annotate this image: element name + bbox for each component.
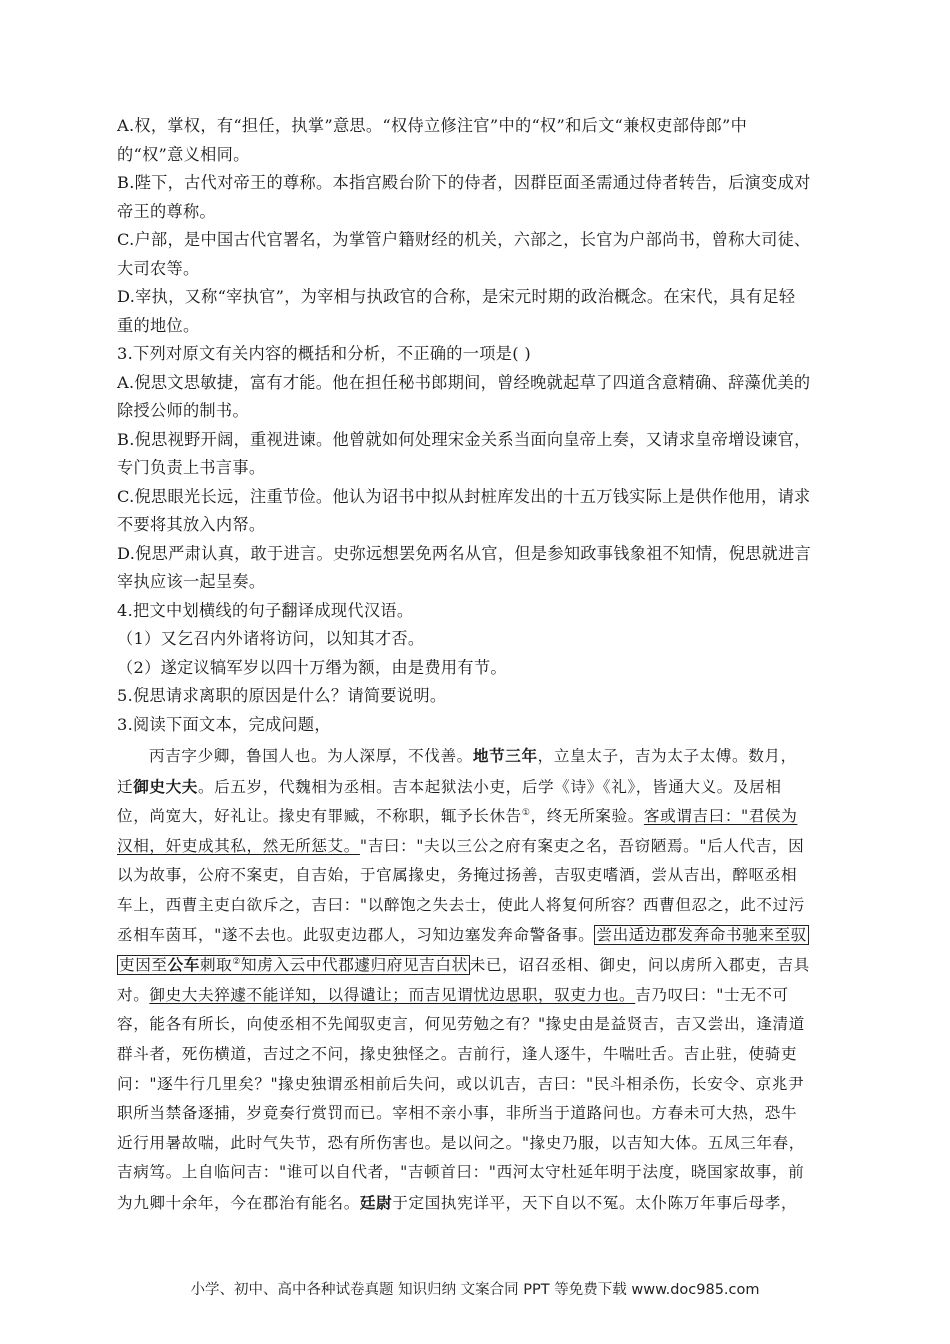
passage-line: 吉病笃。上自临问吉："谁可以自代者，"吉顿首曰："西河太守杜延年明于法度，晓国家故事，前 xyxy=(117,1163,805,1182)
passage-text: ，立皇太子，吉为太子太傅。数月， xyxy=(537,747,797,765)
q3-option-a-line-2: 除授公师的制书。 xyxy=(117,401,249,420)
passage-text: "吉曰："夫以三公之府有案吏之名，吾窃陋焉。"后人代吉，因 xyxy=(359,836,805,855)
option-d-line-1: D.宰执，又称“宰执官”，为宰相与执政官的合称，是宋元时期的政治概念。在宋代，具有足轻 xyxy=(117,287,796,306)
option-list xyxy=(117,112,833,340)
passage-text: 于定国执宪详平，天下自以不冤。太仆陈万年事后母孝， xyxy=(392,1193,798,1212)
question-3 xyxy=(117,340,833,597)
q3-option-d-line-1: D.倪思严肃认真，敢于进言。史弥远想罢免两名从官，但是参知政事钱象祖不知情，倪思就进言 xyxy=(117,543,812,563)
question-4-sentence-1: （1）又乞召内外诸将访问，以知其才否。 xyxy=(117,629,425,648)
option-c-line-2: 大司农等。 xyxy=(117,258,200,278)
question-4 xyxy=(117,597,833,683)
boxed-sentence xyxy=(117,955,470,975)
q3-option-b-line-1: B.倪思视野开阔，重视进谏。他曾就如何处理宋金关系当面向皇帝上奏，又请求皇帝增设谏官， xyxy=(117,429,811,449)
bold-term: 廷尉 xyxy=(359,1192,393,1212)
reading-instruction: 3.阅读下面文本，完成问题， xyxy=(117,714,331,734)
passage-line xyxy=(117,741,833,772)
underlined-sentence: 御史大夫猝遽不能详知，以得谴让；而吉见谓忧边思职，驭吏力也。 xyxy=(149,985,636,1004)
underlined-sentence: 客或谓吉曰："君侯为 xyxy=(643,807,798,826)
passage-line: 以为故事，公府不案吏，自吉始，于官属掾史，务掩过扬善，吉驭吏嗜酒，尝从吉出，醉呕丞相 xyxy=(117,866,798,885)
question-4-stem: 4.把文中划横线的句子翻译成现代汉语。 xyxy=(117,600,414,620)
bold-term: 御史大夫 xyxy=(133,776,198,796)
bold-term: 地节三年 xyxy=(472,746,538,765)
passage-text: 为九卿十余年，今在郡治有能名。 xyxy=(117,1193,360,1212)
passage-text: 丙吉字少卿，鲁国人也。为人深厚，不伐善。 xyxy=(149,747,473,765)
passage-line xyxy=(117,921,833,951)
passage-text: 位，尚宽大，好礼让。掾史有罪臧，不称职，辄予长休告 xyxy=(117,807,522,826)
passage-line: 问："逐牛行几里矣？"掾史独谓丞相前后失问，或以讥吉，吉曰："民斗相杀伤，长安令、京兆尹 xyxy=(117,1074,805,1093)
question-5: 5.倪思请求离职的原因是什么？请简要说明。 xyxy=(117,686,447,705)
passage-text: 。后五岁，代魏相为丞相。吉本起狱法小吏，后学《诗》《礼》，皆通大义。及居相 xyxy=(197,777,782,796)
question-4-sentence-2: （2）遂定议犒军岁以四十万缗为额，由是费用有节。 xyxy=(117,657,507,677)
passage-line: 群斗者，死伤横道，吉过之不问，掾史独怪之。吉前行，逢人逐牛，牛喘吐舌。吉止驻，使骑吏 xyxy=(117,1044,798,1063)
footnote-marker: ① xyxy=(521,808,531,818)
q3-option-b-line-2: 专门负责上书言事。 xyxy=(117,458,266,477)
q3-option-c-line-2: 不要将其放入内帑。 xyxy=(117,515,266,534)
passage-line: 近行用暑故喘，此时气失节，恐有所伤害也。是以问之。"掾史乃服，以吉知大体。五凤三年春， xyxy=(117,1133,805,1152)
passage-line xyxy=(117,1188,833,1219)
bold-term: 公车 xyxy=(167,955,200,975)
option-c-line-1: C.户部，是中国古代官署名，为掌管户籍财经的机关，六部之，长官为户部尚书，曾称大司徒、 xyxy=(117,230,811,249)
q3-option-d-line-2: 宰执应该一起呈奏。 xyxy=(117,572,266,591)
document-body xyxy=(117,112,833,1219)
page-footer: 小学、初中、高中各种试卷真题 知识归纳 文案合同 PPT 等免费下载 www.doc985.com xyxy=(190,1282,760,1298)
passage-line: 车上，西曹主吏白欲斥之，吉曰："以醉饱之失去士，使此人将复何所容？西曹但忍之，此不过污 xyxy=(117,895,805,914)
underlined-sentence: 汉相，奸吏成其私，然无所惩艾。 xyxy=(117,836,360,855)
passage-text: 吉乃叹曰："士无不可 xyxy=(635,985,789,1004)
option-d-line-2: 重的地位。 xyxy=(117,315,200,335)
passage-text: 知虏入云中代郡遽归府见吉白状 xyxy=(241,956,468,975)
passage-text: ，终无所案验。 xyxy=(530,807,644,826)
passage-text: 丞相车茵耳，"遂不去也。此驭吏边郡人，习知边塞发奔命警备事。 xyxy=(117,925,595,944)
passage-line xyxy=(117,802,833,832)
classical-passage xyxy=(117,741,833,1219)
option-b-line-1: B.陛下，古代对帝王的尊称。本指宫殿台阶下的侍者，因群臣面圣需通过侍者转告，后演变成对 xyxy=(117,173,811,192)
passage-line xyxy=(117,832,833,862)
passage-line: 容，能各有所长，向使丞相不先闻驭吏言，何见劳勉之有？"掾史由是益贤吉，吉又尝出，逢清道 xyxy=(117,1015,805,1034)
passage-text: 未已，诏召丞相、御史，问以虏所入郡吏，吉具 xyxy=(469,956,810,975)
passage-text: 刺取 xyxy=(199,956,233,975)
boxed-sentence: 尝出适边郡发奔命书驰来至驭 xyxy=(596,925,807,944)
q3-option-a-line-1: A.倪思文思敏捷，富有才能。他在担任秘书郎期间，曾经晚就起草了四道含意精确、辞藻优美的 xyxy=(117,372,811,392)
footnote-marker: ② xyxy=(232,956,242,967)
q3-option-c-line-1: C.倪思眼光长远，注重节俭。他认为诏书中拟从封桩库发出的十五万钱实际上是供作他用，请求 xyxy=(117,486,811,506)
passage-line: 职所当禁备逐捕，岁竟奏行赏罚而已。宰相不亲小事，非所当于道路问也。方春未可大热，恐牛 xyxy=(117,1104,798,1123)
question-3-stem: 3.下列对原文有关内容的概括和分析，不正确的一项是( ) xyxy=(117,344,531,363)
passage-text: 吏因至 xyxy=(119,956,168,975)
passage-line xyxy=(117,950,833,981)
option-a-line-2: 的“权”意义相同。 xyxy=(117,144,250,164)
passage-line xyxy=(117,981,833,1011)
option-a-line-1: A.权，掌权，有“担任，执掌”意思。“权侍立修注官”中的“权”和后文“兼权吏部侍郎”中 xyxy=(117,116,748,135)
option-b-line-2: 帝王的尊称。 xyxy=(117,201,216,221)
passage-text: 迁 xyxy=(117,777,134,796)
passage-line xyxy=(117,772,833,803)
passage-text: 对。 xyxy=(117,985,150,1004)
